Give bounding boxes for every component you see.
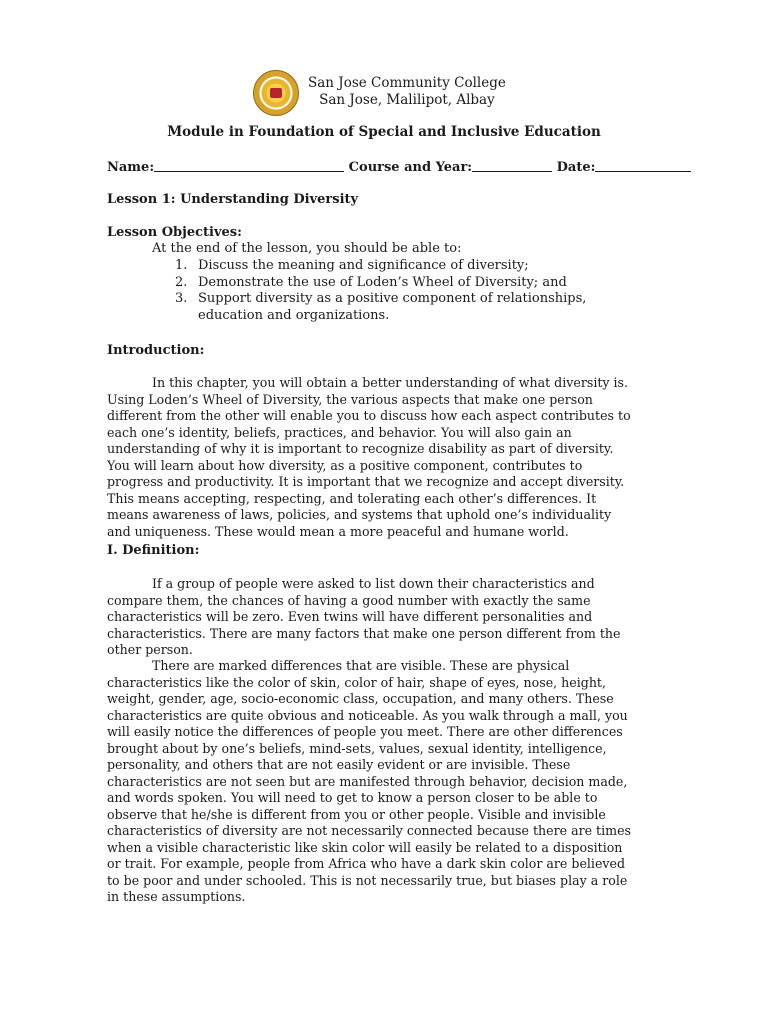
objectives-list [175, 258, 645, 324]
college-info [308, 75, 506, 109]
objectives-lead: At the end of the lesson, you should be able to: [152, 241, 462, 256]
objective-number: 2. [175, 274, 188, 290]
definition-paragraph: There are marked differences that are visible. These are physical characteristics like the color of skin, color of hair, shape of eyes, nose, height, weight, gender, age, socio-economic class, occupation, and many others. These characteristics are quite obvious and noticeable. As you walk through a mall, you will easily notice the differences of people you meet. There are other differences brought about by one’s beliefs, mind-sets, values, sexual identity, intelligence, personality, and others that are not easily evident or are invisible. These characteristics are not seen but are manifested through behavior, decision made, and words spoken. You will need to get to know a person closer to be able to observe that he/she is different from you or other people. Visible and invisible characteristics of diversity are not necessarily connected because there are times when a visible characteristic like skin color will easily be related to a disposition or trait. For example, people from Africa who have a dark skin color are believed to be poor and under schooled. This is not necessarily true, but biases play a role in these assumptions. [107, 658, 631, 904]
objective-item [175, 291, 645, 324]
introduction-paragraph: In this chapter, you will obtain a better understanding of what diversity is. Using Loden’s Wheel of Diversity, the various aspects that make one person different from the other will enable you to discuss how each aspect contributes to each one’s identity, beliefs, practices, and behavior. You will also gain an understanding of why it is important to recognize disability as part of diversity. You will learn about how diversity, as a positive component, contributes to progress and productivity. It is important that we recognize and accept diversity. This means accepting, respecting, and tolerating each other’s differences. It means awareness of laws, policies, and systems that uphold one’s individuality and uniqueness. These would mean a more peaceful and humane world. [107, 375, 631, 539]
definition-paragraph: If a group of people were asked to list down their characteristics and compare them, the chances of having a good number with exactly the same characteristics will be zero. Even twins will have different personalities and characteristics. There are many factors that make one person different from the other person. [107, 576, 621, 657]
objective-item [175, 275, 645, 292]
college-name: San Jose Community College [308, 75, 506, 91]
student-info-line [107, 159, 691, 175]
introduction-heading: Introduction: [107, 343, 205, 358]
module-title: Module in Foundation of Special and Inclusive Education [167, 124, 601, 140]
name-label: Name: [107, 160, 155, 175]
college-address: San Jose, Malilipot, Albay [319, 92, 495, 108]
date-label: Date: [556, 160, 596, 175]
objective-item [175, 258, 645, 275]
course-label: Course and Year: [348, 160, 473, 175]
date-field[interactable] [595, 159, 691, 172]
name-field[interactable] [154, 159, 344, 172]
objectives-heading: Lesson Objectives: [107, 225, 242, 240]
course-field[interactable] [472, 159, 552, 172]
objective-text: Demonstrate the use of Loden’s Wheel of Diversity; and [198, 274, 567, 290]
lesson-title: Lesson 1: Understanding Diversity [107, 192, 359, 207]
college-seal-icon [253, 70, 299, 116]
objective-number: 3. [175, 291, 188, 306]
objective-text: Discuss the meaning and significance of diversity; [198, 258, 529, 273]
definition-heading: I. Definition: [107, 543, 200, 558]
objective-number: 1. [175, 258, 188, 273]
objective-text: Support diversity as a positive component of relationships, education and organizations. [198, 291, 587, 323]
